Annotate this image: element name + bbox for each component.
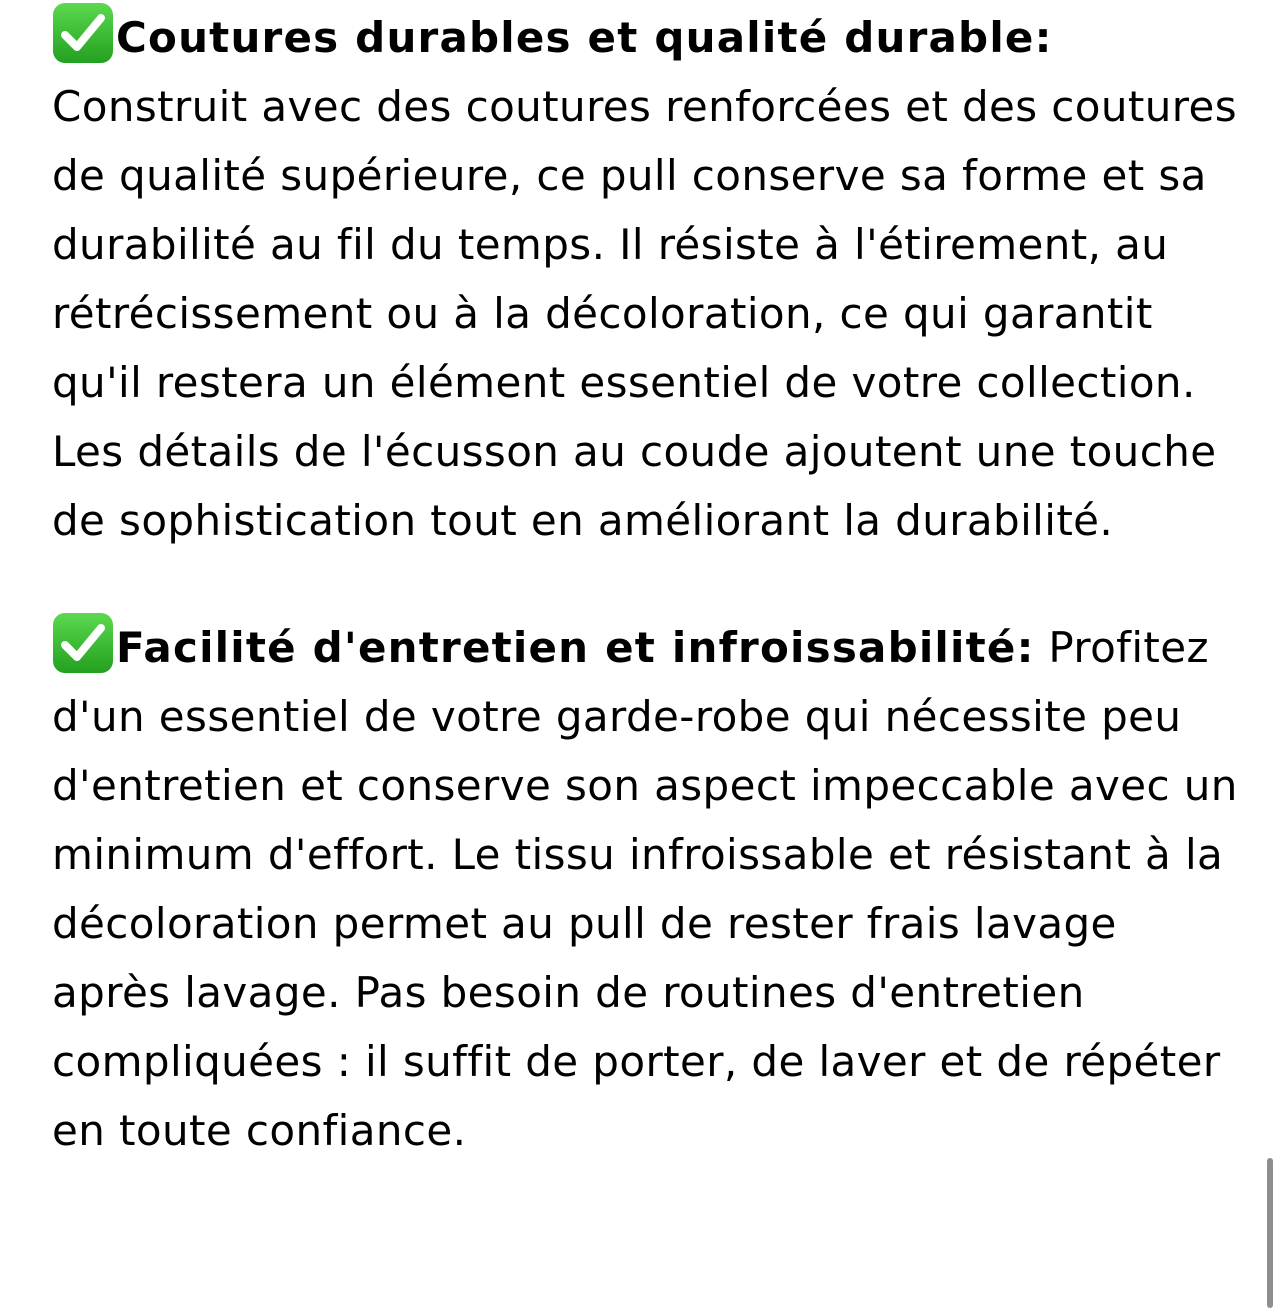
vertical-scrollbar[interactable] bbox=[1267, 1158, 1273, 1308]
feature-title: Facilité d'entretien et infroissabilité: bbox=[116, 623, 1035, 672]
check-mark-button-icon bbox=[52, 612, 114, 674]
feature-durability bbox=[52, 2, 1242, 555]
feature-body: Profitez d'un essentiel de votre garde-robe qui nécessite peu d'entretien et conserve son aspect impeccable avec un minimum d'effort. Le tissu infroissable et résistant à la décoloration permet au pull de rester frais lavage après lavage. Pas besoin de routines d'entretien compliquées : il suffit de porter, de laver et de répéter en toute confiance. bbox=[52, 623, 1238, 1155]
feature-body: Construit avec des coutures renforcées et des coutures de qualité supérieure, ce pull conserve sa forme et sa durabilité au fil du temps. Il résiste à l'étirement, au rétrécissement ou à la décoloration, ce qui garantit qu'il restera un élément essentiel de votre collection. Les détails de l'écusson au coude ajoutent une touche de sophistication tout en améliorant la durabilité. bbox=[52, 82, 1238, 545]
feature-title: Coutures durables et qualité durable: bbox=[116, 13, 1053, 62]
product-description bbox=[52, 2, 1242, 1165]
check-mark-button-icon bbox=[52, 2, 114, 64]
feature-easy-care bbox=[52, 612, 1242, 1165]
